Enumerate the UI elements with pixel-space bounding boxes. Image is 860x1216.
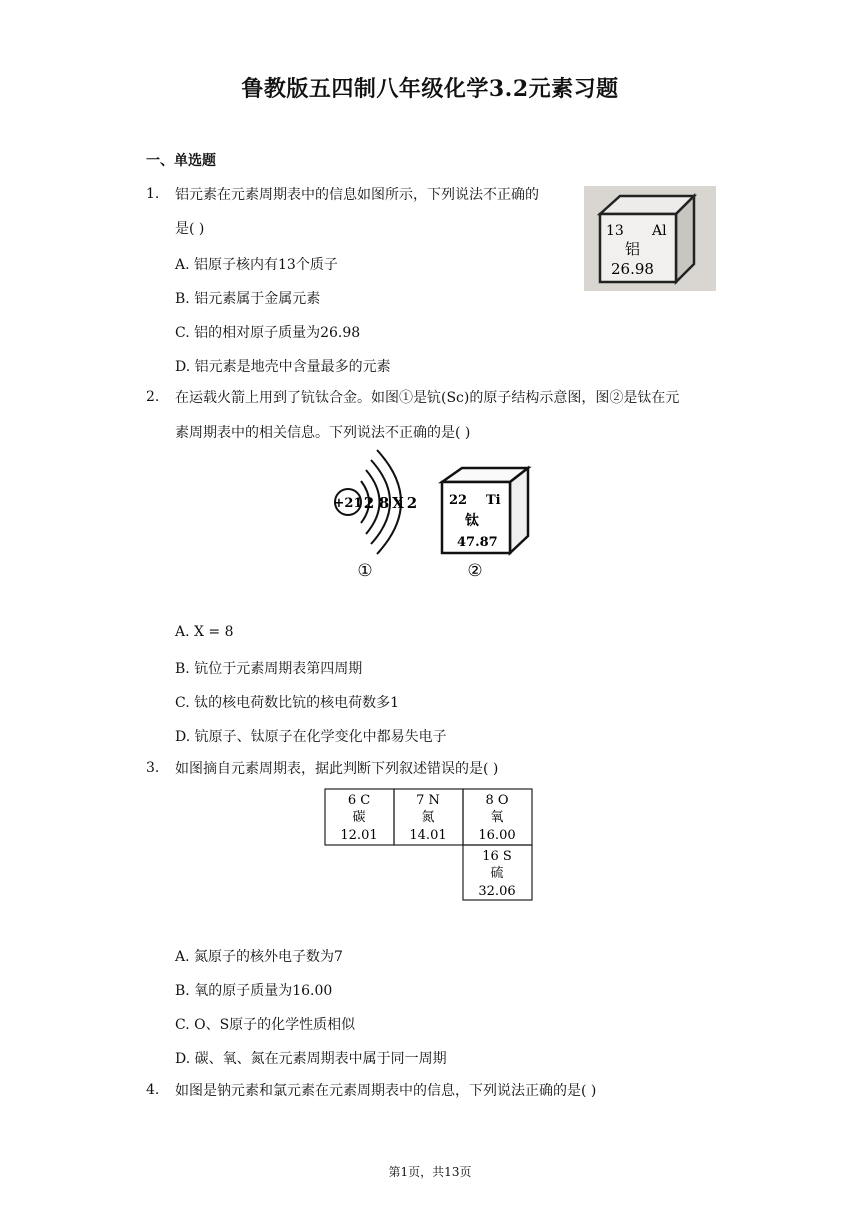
figure-label-1: ① xyxy=(357,561,373,581)
option-a: A. 氮原子的核外电子数为7 xyxy=(175,949,343,965)
figure-label-2: ② xyxy=(467,561,483,581)
cell-name: 氮 xyxy=(421,810,435,825)
cell-top: 6 C xyxy=(347,793,371,808)
cell-mass: 12.01 xyxy=(340,828,378,843)
question-text-line: 如图是钠元素和氯元素在元素周期表中的信息，下列说法正确的是( ) xyxy=(175,1083,597,1099)
element-number: 22 xyxy=(449,493,468,508)
option-c: C. O、S原子的化学性质相似 xyxy=(175,1017,356,1033)
option-b: B. 氧的原子质量为16.00 xyxy=(175,983,333,999)
scandium-titanium-figure xyxy=(325,448,535,582)
option-c: C. 钛的核电荷数比钪的核电荷数多1 xyxy=(175,695,400,711)
element-symbol: Ti xyxy=(486,493,501,508)
question-number: 3. xyxy=(146,760,160,776)
cell-mass: 16.00 xyxy=(478,828,516,843)
element-symbol: Al xyxy=(652,223,667,239)
element-name: 铝 xyxy=(625,240,641,258)
option-d: D. 碳、氧、氮在元素周期表中属于同一周期 xyxy=(175,1051,447,1067)
cell-name: 碳 xyxy=(352,810,366,825)
option-a: A. X = 8 xyxy=(175,624,234,640)
element-name: 钛 xyxy=(465,513,479,529)
cell-mass: 32.06 xyxy=(478,884,516,899)
shell-count: 2 xyxy=(363,494,375,512)
question-text-line: 铝元素在元素周期表中的信息如图所示，下列说法不正确的 xyxy=(175,187,539,203)
shell-count: X xyxy=(392,494,404,512)
section-heading: 一、单选题 xyxy=(146,153,216,169)
element-number: 13 xyxy=(606,223,624,239)
nucleus-charge: +21 xyxy=(333,496,363,511)
page-footer: 第1页，共13页 xyxy=(388,1165,472,1179)
option-b: B. 钪位于元素周期表第四周期 xyxy=(175,661,363,677)
question-number: 2. xyxy=(146,389,160,405)
aluminum-element-cube-figure xyxy=(584,186,716,291)
option-c: C. 铝的相对原子质量为26.98 xyxy=(175,325,361,341)
periodic-table-excerpt-figure xyxy=(324,788,534,902)
element-mass: 47.87 xyxy=(457,535,498,550)
option-d: D. 钪原子、钛原子在化学变化中都易失电子 xyxy=(175,729,447,745)
page-title: 鲁教版五四制八年级化学3.2元素习题 xyxy=(241,76,619,102)
question-text-line: 在运载火箭上用到了钪钛合金。如图①是钪(Sc)的原子结构示意图，图②是钛在元 xyxy=(175,390,680,406)
question-number: 1. xyxy=(146,186,160,202)
element-mass: 26.98 xyxy=(611,260,654,278)
option-a: A. 铝原子核内有13个质子 xyxy=(175,257,338,273)
shell-count: 2 xyxy=(406,494,418,512)
question-number: 4. xyxy=(146,1082,160,1098)
cell-top: 8 O xyxy=(485,793,509,808)
option-d: D. 铝元素是地壳中含量最多的元素 xyxy=(175,359,391,375)
question-text-line: 如图摘自元素周期表，据此判断下列叙述错误的是( ) xyxy=(175,761,499,777)
cell-mass: 14.01 xyxy=(409,828,447,843)
question-text-line: 是( ) xyxy=(175,221,205,237)
cell-top: 7 N xyxy=(416,793,440,808)
question-text-line: 素周期表中的相关信息。下列说法不正确的是( ) xyxy=(175,425,471,441)
shell-count: 8 xyxy=(378,494,390,512)
cell-name: 氧 xyxy=(490,810,504,825)
cell-top: 16 S xyxy=(482,849,512,864)
cell-name: 硫 xyxy=(490,866,504,881)
option-b: B. 铝元素属于金属元素 xyxy=(175,291,321,307)
